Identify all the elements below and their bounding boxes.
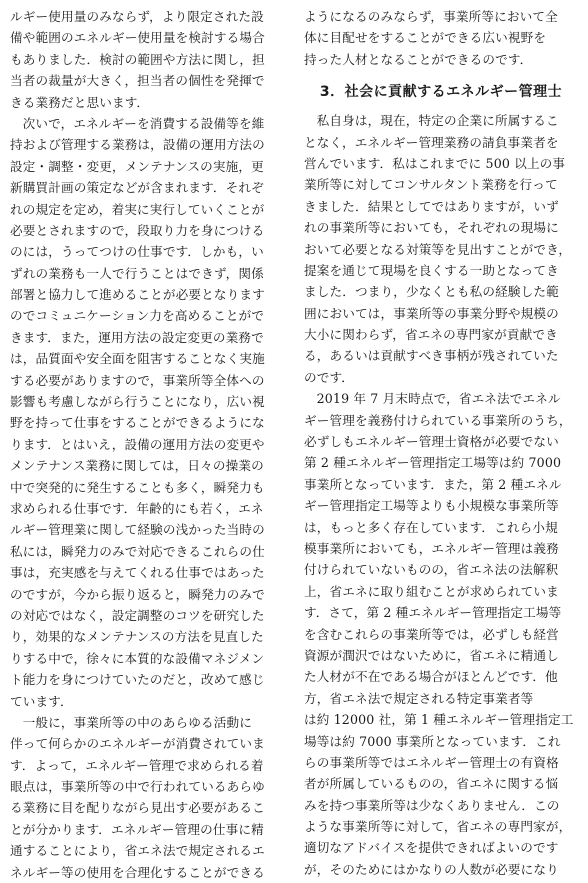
text-line: を含むこれらの事業所等では，必ずしも経営	[304, 626, 559, 642]
text-line: の対応ではなく，設定調整のコツを研究した	[10, 607, 265, 623]
text-line: 一般に，事業所等の中のあらゆる活動に	[22, 714, 252, 730]
text-line: ました．つまり，少なくとも私の経験した範	[304, 284, 559, 300]
text-line: り，効果的なメンテナンスの方法を見直した	[10, 629, 264, 645]
text-line: 設定・調整・変更，メンテナンスの実施，更	[10, 158, 264, 174]
text-line: す．よって，エネルギー管理で求められる着	[10, 757, 264, 773]
text-line: らの事業所等ではエネルギー管理士の有資格	[304, 754, 559, 770]
text-line: は，もっと多く存在しています．これら小規	[304, 519, 558, 535]
text-line: 資源が潤沢ではないために，省エネに精通し	[304, 647, 559, 663]
text-line: のですが，今から振り返ると，瞬発力のみで	[10, 586, 265, 602]
text-line: 部署と協力して進めることが必要となります	[10, 287, 265, 303]
text-line: 大小に関わらず，省エネの専門家が貢献でき	[304, 327, 558, 343]
text-line: 営んでいます．私はこれまでに 500 以上の事	[304, 155, 566, 171]
text-line: 業所等に対してコンサルタント業務を行って	[304, 177, 558, 193]
text-line: る，あるいは貢献すべき事柄が残されていた	[304, 348, 559, 364]
text-line: 2019 年 7 月末時点で，省エネ法でエネル	[316, 391, 561, 407]
text-line: が，そのためにはかなりの人数が必要になり	[304, 861, 559, 877]
text-line: のです．	[304, 369, 354, 385]
text-line: 事は，充実感を与えてくれる仕事ではあった	[10, 565, 265, 581]
text-line: 当者の裁量が大きく，担当者の個性を発揮で	[10, 73, 265, 89]
text-line: 体に目配せをすることができる広い視野を	[304, 30, 547, 46]
text-line: 野を持って仕事をすることができるようにな	[10, 415, 265, 431]
text-line: 影響も考慮しながら行うことになり，広い視	[10, 394, 265, 410]
text-line: きる業務だと思います．	[10, 94, 150, 110]
text-line: れの規定を定め，着実に実行していくことが	[10, 201, 265, 217]
text-line: する必要がありますので，事業所等全体への	[10, 372, 265, 388]
text-line: 次いで，エネルギーを消費する設備等を維	[22, 115, 265, 131]
text-line: 囲においては，事業所等の事業分野や規模の	[304, 305, 559, 321]
text-line: ギー管理を義務付けられている事業所のうち，	[304, 412, 572, 428]
text-line: 中で突発的に発生することも多く，瞬発力も	[10, 479, 265, 495]
text-line: れの事業所等においても，それぞれの現場に	[304, 220, 559, 236]
text-line: 通することにより，省エネ法で規定されるエ	[10, 843, 265, 859]
text-line: ています．	[10, 693, 73, 709]
right-column-continuation	[304, 6, 578, 70]
text-line: 第 2 種エネルギー管理指定工場等は約 7000	[304, 455, 562, 471]
text-line: ネルギー等の使用を合理化することができる	[10, 864, 265, 880]
text-line: 提案を通じて現場を良くする一助となってき	[304, 262, 559, 278]
text-line: 伴って何らかのエネルギーが消費されていま	[10, 736, 265, 752]
text-line: 上，省エネに取り組むことが求められていま	[304, 583, 559, 599]
text-line: もありました．検討の範囲や方法に関し，担	[10, 51, 265, 67]
text-line: 適切なアドバイスを提供できればよいのです	[304, 840, 559, 856]
text-line: りする中で，徐々に本質的な設備マネジメン	[10, 650, 265, 666]
text-line: 必ずしもエネルギー管理士資格が必要でない	[304, 434, 559, 450]
section-heading: 3．社会に貢献するエネルギー管理士	[319, 84, 563, 101]
text-line: ようになるのみならず，事業所等において全	[304, 9, 558, 24]
text-line: きました．結果としてではありますが，いず	[304, 198, 559, 214]
text-line: 備や範囲のエネルギー使用量を検討する場合	[10, 30, 265, 46]
text-line: メンテナンス業務に関しては，日々の操業の	[10, 458, 264, 474]
text-line: は約 12000 社，第 1 種エネルギー管理指定工	[304, 712, 574, 728]
text-line: 事業所となっています．また，第 2 種エネル	[304, 476, 562, 492]
text-line: 眼点は，事業所等の中で行われているあらゆ	[10, 779, 265, 795]
text-line: とが分かります．エネルギー管理の仕事に精	[10, 821, 264, 837]
left-text-column	[10, 6, 284, 883]
text-line: 方，省エネ法で規定される特定事業者等	[304, 690, 534, 706]
text-line: 求められる仕事です．年齢的にも若く，エネ	[10, 500, 264, 516]
text-line: のでコミュニケーション力を高めることがで	[10, 308, 265, 324]
text-line: 者が所属しているものの，省エネに関する悩	[304, 776, 559, 792]
text-line: ルギー使用量のみならず，より限定された設	[10, 9, 264, 24]
text-line: た人材が不在である場合がほとんどです．他	[304, 669, 558, 685]
text-line: 場等は約 7000 事業所となっています．これ	[304, 733, 561, 749]
text-line: 持および管理する業務は，設備の運用方法の	[10, 137, 265, 153]
right-column-body	[304, 110, 578, 880]
text-line: 持った人材となることができるのです．	[304, 51, 533, 67]
text-line: 模事業所においても，エネルギー管理は義務	[304, 540, 559, 556]
text-line: は，品質面や安全面を阻害することなく実施	[10, 351, 265, 367]
text-line: ります．とはいえ，設備の運用方法の変更や	[10, 436, 265, 452]
right-text-column	[304, 6, 578, 880]
text-line: 必要とされますので，段取り力を身につける	[10, 222, 265, 238]
text-line: ずれの業務も一人で行うことはできず，関係	[10, 265, 264, 281]
text-line: す．さて，第 2 種エネルギー管理指定工場等	[304, 605, 562, 621]
text-line: 私自身は，現在，特定の企業に所属するこ	[316, 113, 559, 129]
text-line: ト能力を身につけていたのだと，改めて感じ	[10, 672, 265, 688]
text-line: ルギー管理業に関して経験の浅かった当時の	[10, 522, 265, 538]
text-line: 新購買計画の策定などが含まれます．それぞ	[10, 180, 264, 196]
text-line: のには，うってつけの仕事です．しかも，い	[10, 244, 264, 260]
text-line: 付けられていないものの，省エネ法の法解釈	[304, 562, 559, 578]
text-line: きます．また，運用方法の設定変更の業務で	[10, 329, 264, 345]
text-line: る業務に目を配りながら見出す必要があるこ	[10, 800, 265, 816]
text-line: みを持つ事業所等は少なくありません．この	[304, 797, 560, 813]
text-line: となく，エネルギー管理業務の請負事業者を	[304, 134, 559, 150]
text-line: ギー管理指定工場等よりも小規模な事業所等	[304, 498, 559, 514]
text-line: ような事業所等に対して，省エネの専門家が，	[304, 819, 572, 835]
text-line: 私には，瞬発力のみで対応できるこれらの仕	[10, 543, 265, 559]
text-line: おいて必要となる対策等を見出すことができ，	[304, 241, 572, 257]
